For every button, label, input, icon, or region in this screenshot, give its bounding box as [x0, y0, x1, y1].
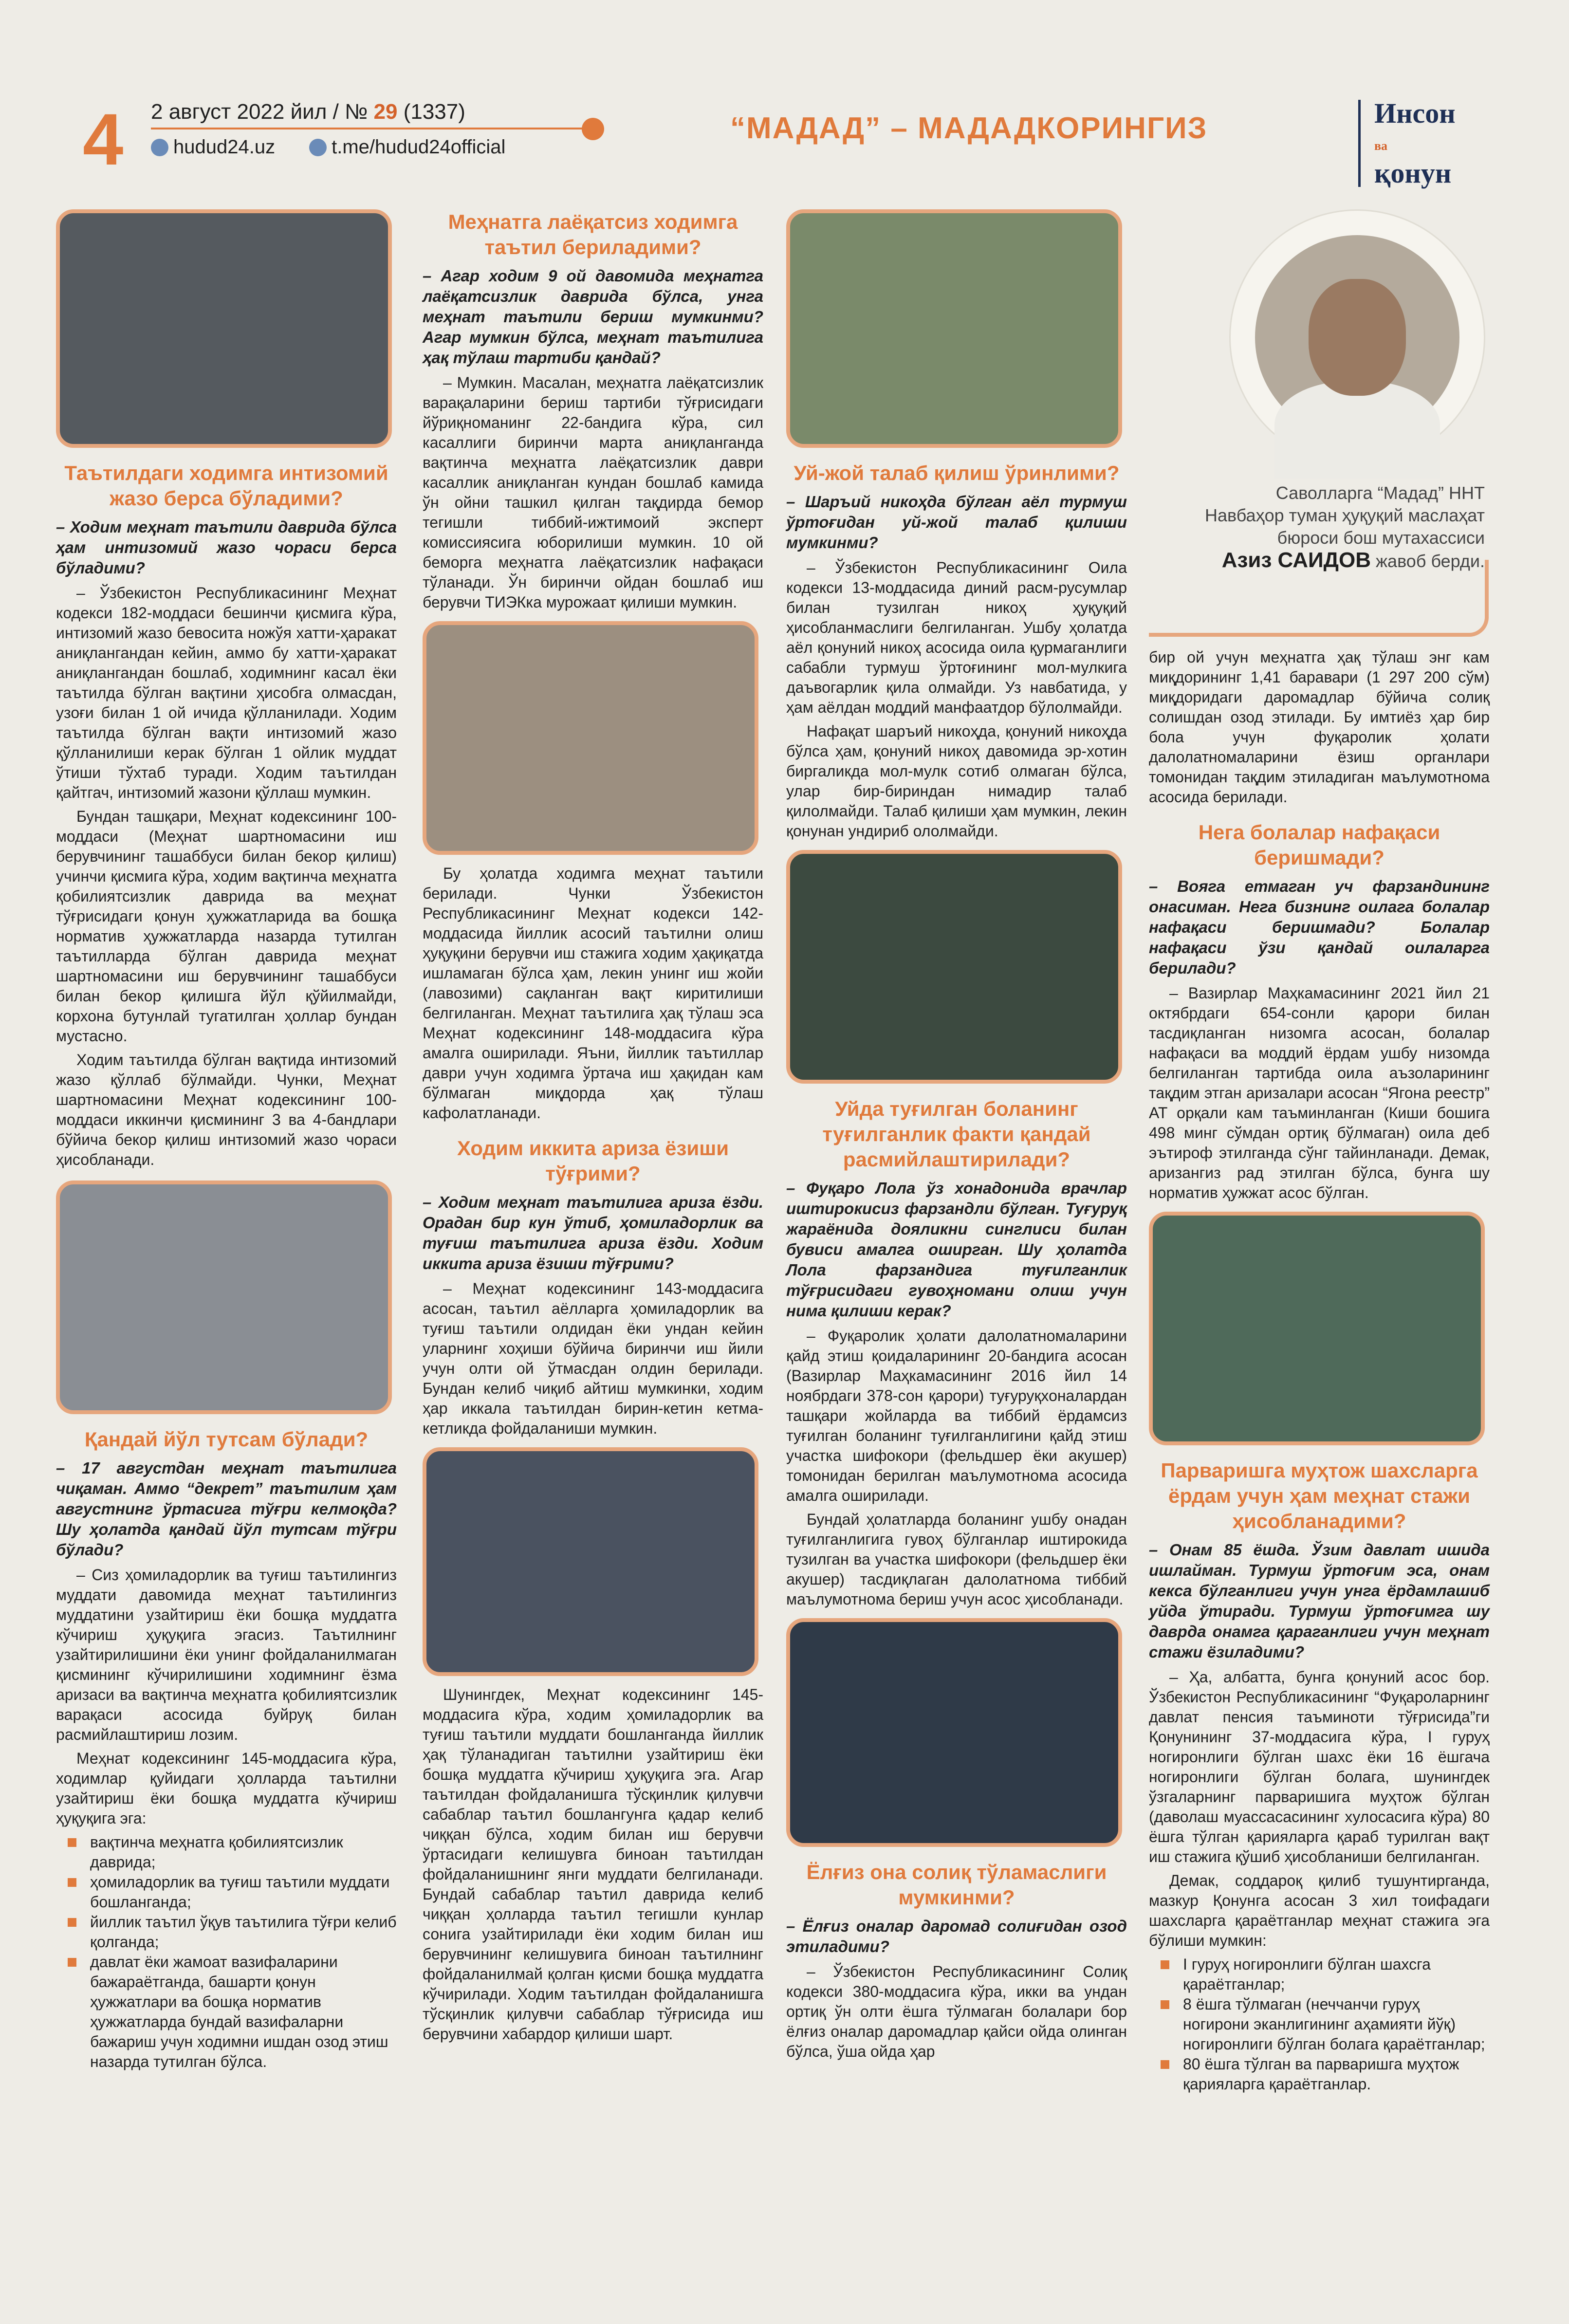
logo-top: Инсон — [1374, 97, 1456, 129]
issue-number: 29 — [373, 100, 398, 124]
article-question: – Агар ходим 9 ой давомида меҳнатга лаёқатсизлик даврида бўлса, унга меҳнат таътили бериш мумкинми? Агар мумкин бўлса, меҳнат таътилига ҳақ тўлаш тартиби қандай? — [423, 267, 763, 367]
article-title: Ёлғиз она солиқ тўламаслиги мумкинми? — [806, 1861, 1107, 1909]
article-paragraph: Бундан ташқари, Меҳнат кодексининг 100-моддаси (Меҳнат шартномасини иш берувчининг ташаббуси билан бекор қилиш) учинчи қисмига кўра, ходим вақтинча меҳнатга қобилиятсизлик даврида ва меҳнат тўғрисидаги қонун ҳужжатларида ва бошқа норматив ҳужжатларда назарда тутилган таътилларда бўлган даврида меҳнат шартномасини иш берувчининг ташаббуси билан бекор қилишга йўл қўйилмайди, корхона бутунлай тугатилган ҳоллар бундан мустасно. — [56, 808, 397, 1045]
caption-line: Саволларга “Мадад” ННТ — [1275, 483, 1485, 503]
telegram-link-text: t.me/hudud24official — [332, 136, 506, 158]
article-title: Қандай йўл тутсам бўлади? — [84, 1428, 369, 1451]
caption-tail: жавоб берди. — [1370, 551, 1485, 571]
page-number: 4 — [83, 98, 124, 180]
article-paragraph: Нафақат шаръий никоҳда, қонуний никоҳда бўлса ҳам, қонуний никоҳ давомида эр-хотин биргаликда мол-мулк сотиб олмаган бўлса, улар бир-бириндан нимадир талаб қилолмайди. Талаб қилиши ҳам мумкин, лекин қонунан ундириб ололмайди. — [786, 722, 1127, 840]
article-paragraph: Демак, соддароқ қилиб тушунтирганда, мазкур Қонунга асосан 3 хил тоифадаги шахсларга қараётганлар меҳнат стажига эга бўлиши мумкин: — [1149, 1872, 1490, 1949]
column-3 — [786, 209, 1127, 2066]
list-item: йиллик таътил ўқув таътилига тўғри келиб қолганда; — [90, 1912, 397, 1952]
photo-tax-uniform — [786, 1618, 1122, 1847]
article-question: – Ёлғиз оналар даромад солиғидан озод этиладими? — [786, 1917, 1127, 1955]
issue-date — [151, 100, 465, 124]
article-paragraph: Шунингдек, Меҳнат кодексининг 145-моддасига кўра, ходим ҳомиладорлик ва туғиш таътили муддати бошланганда йиллик ҳақ тўланадиган таътилни узайтириш ёки бошқа муддатга кўчириш ҳуқуқига эга. Агар таътилдан фойдаланишга тўсқинлик қилувчи сабаблар таътил бошлангунга қадар келиб чиққан бўлса, ходим билан иш берувчи ўртасидаги келишувга биноан таътилдан фойдаланишнинг янги муддати белгиланади. Бундай сабаблар таътил даврида келиб чиққан ҳолларда таътил тегишли кунлар сонига узайтирилади ёки ходим билан иш берувчининг келишувига биноан таътилнинг фойдаланилмай қолган қисми бошқа муддатга кўчирилади. Ходим таътилдан фойдаланишга тўсқинлик қилувчи сабаблар тўғрисида иш берувчини хабардор қилиши шарт. — [423, 1686, 763, 2043]
list-item: давлат ёки жамоат вазифаларини бажараётганда, башарти қонун ҳужжатлари ва бошқа норматив ҳужжатларда бундай вазифаларни бажариш учун ходимни ишдан озод этиш назарда тутилган бўлса. — [90, 1952, 397, 2072]
column-1 — [56, 209, 397, 2076]
article-paragraph: – Вазирлар Маҳкамасининг 2021 йил 21 октябрдаги 654-сонли қарори билан тасдиқланган низомга асосан, болалар нафақаси ва моддий ёрдам ушбу низомда белгиланган тартибда оила аъзоларининг тақдим этган аризалари асосан “Ягона реестр” АТ орқали кам таъминланган (Киши бошига 498 минг сўмдан ортиқ бўлмаган) оила деб эътироф этилганда сўнг тайинланади. Демак, аризангиз рад этилган бўлса, бунга шу норматив ҳужжат асос бўлган. — [1149, 984, 1490, 1201]
article-question: – Шаръий никоҳда бўлган аёл турмуш ўртоғидан уй-жой талаб қилиши мумкинми? — [786, 493, 1127, 552]
caption-line: бюроси бош мутахассиси — [1277, 528, 1485, 548]
newspaper-logo — [1358, 97, 1456, 189]
expert-caption — [1149, 482, 1485, 572]
article-question: – Фуқаро Лола ўз хонадонида врачлар иштирокисиз фарзандли бўлган. Туғуруқ жараёнида дояликни синглиси билан бувиси амалга оширган. Шу ҳолатда Лола фарзандига туғилганлик тўғрисидаги гувоҳномани олиш учун нима қилиши керак? — [786, 1179, 1127, 1320]
article-title: Ходим иккита ариза ёзиши тўғрими? — [457, 1137, 729, 1185]
article-title: Парваришга муҳтож шахсларга ёрдам учун ҳам меҳнат стажи ҳисобланадими? — [1161, 1459, 1478, 1532]
photo-briefcases — [56, 209, 392, 448]
article-question: – Онам 85 ёшда. Ўзим давлат ишида ишлайман. Турмуш ўртоғим эса, онам кекса бўлганлиги учун унга ёрдамлашиб уйда ўтиради. Турмуш ўртоғимга шу даврда онамга қараганлиги учун меҳнат стажи ёзиладими? — [1149, 1541, 1490, 1661]
date-text: 2 август 2022 йил / № — [151, 100, 374, 124]
portrait-face — [1309, 279, 1406, 396]
article-title: Таътилдаги ходимга интизомий жазо берса бўладими? — [64, 461, 388, 510]
article-paragraph: – Ўзбекистон Республикасининг Меҳнат кодекси 182-моддаси бешинчи қисмига кўра, интизомий жазо бевосита ножўя хатти-ҳаракат аниқлангандан кейин, аммо бу хатти-ҳаракат аниқлангандан бошлаб, ходимнинг касал ёки таътилда бўлган вақтини ҳисобга олмасдан, узоғи билан 1 ой ичида қўлланилади. Ходим таътилда бўлган вақти интизомий жазо қўлланилиши керак бўлган 1 ойлик муддат ўтиши тўхтаб туради. Ходим таътилдан қайтгач, интизомий жазони қўллаш мумкин. — [56, 584, 397, 801]
expert-box — [1149, 209, 1490, 633]
header-dot — [582, 118, 604, 140]
bullet-list — [56, 1832, 397, 2072]
header-links — [151, 136, 505, 158]
article-question: – Ходим меҳнат таътилига ариза ёзди. Орадан бир кун ўтиб, ҳомиладорлик ва туғиш таътилига ариза ёзди. Ходим иккита ариза ёзиши тўғрими? — [423, 1193, 763, 1273]
photo-work-books — [1149, 1212, 1485, 1445]
article-paragraph: – Ўзбекистон Республикасининг Солиқ кодекси 380-моддасига кўра, икки ва ундан ортиқ ўн олти ёшга тўлмаган болалари бор ёлғиз оналар даромадлар қайси ойда олинган бўлса, ўша ойда ҳар — [786, 1963, 1127, 2060]
expert-portrait — [1255, 235, 1459, 440]
article-paragraph: – Фуқаролик ҳолати далолатномаларини қайд этиш қоидаларининг 20-бандига асосан (Вазирлар Маҳкамасининг 2016 йил 14 ноябрдаги 378-сон қарори) туғуруқхоналардан ташқари жойларда ва тиббий ёрдамсиз туғилган боланинг туғилганлигини қайд этиш участка шифокори (фельдшер ёки акушер) томонидан берилган маълумотнома асосида амалга оширилади. — [786, 1327, 1127, 1504]
issue-total: (1337) — [397, 100, 465, 124]
expert-name: Азиз САИДОВ — [1221, 548, 1371, 572]
telegram-link[interactable] — [309, 136, 505, 158]
caption-name-line — [1149, 549, 1485, 572]
column-2 — [423, 209, 763, 2048]
article-paragraph: – Сиз ҳомиладорлик ва туғиш таътилингиз муддати давомида меҳнат таътилингиз муддатини узайтириш ёки бошқа муддатга кўчириш ҳуқуқига эгасиз. Таътилнинг узайтирилишини ёки унинг фойдаланилмаган қисмининг кўчирилишини ходимнинг ёзма аризаси ва вақтинча меҳнатга қобилиятсизлик варақаси асосида буйруқ билан расмийлаштириш лозим. — [56, 1566, 397, 1743]
photo-house-keys — [786, 209, 1122, 448]
article-paragraph: – Мумкин. Масалан, меҳнатга лаёқатсизлик варақаларини бериш тартиби тўғрисидаги йўриқноманинг 22-бандига кўра, сил касаллиги биринчи марта аниқланганда вақтинча меҳнатга лаёқатсизлик даври касаллик аниқланган кундан бошлаб камида ўн ойни ташкил қилган тақдирда бемор тегишли тиббий-ижтимоий эксперт комиссиясига юборилиши мумкин. 10 ой беморга меҳнатга лаёқатсизлик нафақаси тўланади. Ўн биринчи ойдан бошлаб иш берувчи ТИЭКка мурожаат қилиши мумкин. — [423, 374, 763, 611]
portrait-shirt — [1274, 381, 1440, 479]
article-question: – 17 августдан меҳнат таътилига чиқаман. Аммо “декрет” таътилим ҳам августнинг ўртасига тўғри келмоқда? Шу ҳолатда қандай йўл тутсам тўғри бўлади? — [56, 1459, 397, 1559]
site-link-text: hudud24.uz — [173, 136, 276, 158]
list-item: 8 ёшга тўлмаган (неччанчи гуруҳ ногирони эканлигининг аҳамияти йўқ) ногиронлиги бўлган болага қараётганлар; — [1183, 1994, 1490, 2054]
bullet-list — [1149, 1955, 1490, 2094]
logo-mid: ва — [1374, 139, 1388, 153]
photo-documents — [56, 1180, 392, 1414]
list-item: ҳомиладорлик ва туғиш таътили муддати бошланганда; — [90, 1872, 397, 1912]
article-paragraph: – Ҳа, албатта, бунга қонуний асос бор. Ўзбекистон Республикасининг “Фуқароларнинг давлат пенсия таъминоти тўғрисида”ги Қонунининг 37-моддасига кўра, I гуруҳ ногиронлиги бўлган шахс ёки 16 ёшгача ногиронлиги бўлган болага, шунингдек ўзгаларнинг парваришига муҳтож бўлган (даволаш муассасасининг хулосасига кўра) 80 ёшга тўлган қарияларга қараб турилган вақт иш стажига қўшиб ҳисобланиши белгиланган. — [1149, 1668, 1490, 1865]
site-link[interactable] — [151, 136, 275, 158]
article-paragraph: Бу ҳолатда ходимга меҳнат таътили берилади. Чунки Ўзбекистон Республикасининг Меҳнат кодекси 142-моддасида йиллик асосий таътилни олиш ҳуқуқини берувчи иш стажига ходим ҳақиқатда ишламаган бўлса ҳам, лекин унинг иш жойи (лавозими) сақланган вақт киритилиши белгиланган. Меҳнат таътилига ҳақ тўлаш эса Меҳнат кодексининг 148-моддасига кўра амалга оширилади. Яъни, йиллик таътиллар даври учун ходимга ўртача иш ҳақидан кам бўлмаган миқдорда ҳақ тўлаш кафолатланади. — [423, 865, 763, 1122]
list-item: I гуруҳ ногиронлиги бўлган шахсга қараётганлар; — [1183, 1955, 1490, 1994]
article-question: – Ходим меҳнат таътили даврида бўлса ҳам интизомий жазо чораси берса бўладими? — [56, 518, 397, 577]
rubric-title: “МАДАД” – МАДАДКОРИНГИЗ — [730, 111, 1208, 145]
article-paragraph: – Ўзбекистон Республикасининг Оила кодекси 13-моддасида диний расм-русумлар билан тузилган никоҳ ҳуқуқий ҳисобланмаслиги белгиланган. Ушбу ҳолатда аёл қонуний никоҳ асосида оила қурмаганлиги сабабли турмуш ўртоғининг мол-мулкига даъвогарлик қила олмайди. Уз навбатида, у ҳам аёлдан моддий манфаатдор бўлолмайди. — [786, 559, 1127, 716]
telegram-icon — [309, 139, 327, 156]
caption-line: Навбаҳор туман ҳуқуқий маслаҳат — [1205, 505, 1485, 525]
article-title: Уйда туғилган боланинг туғилганлик факти қандай расмийлаштирилади? — [822, 1097, 1091, 1171]
article-paragraph: Бундай ҳолатларда боланинг ушбу онадан туғилганлигига гувоҳ бўлганлар иштирокида тузилган ва участка шифокори (фельдшер ёки акушер) тасдиқлаган далолатнома тиббий маълумотнома бериш учун асос ҳисобланади. — [786, 1511, 1127, 1608]
portrait-frame — [1229, 209, 1485, 465]
article-paragraph: – Меҳнат кодексининг 143-моддасига асосан, таътил аёлларга ҳомиладорлик ва туғиш таътили олдидан ёки ундан кейин уларнинг хоҳиши бўйича биринчи иш йили учун олти ой ўтмасдан олдин берилади. Бундан келиб чиқиб айтиш мумкинки, ходим ҳар иккала таътилдан бирин-кетин кетма-кетликда фойдаланиши мумкин. — [423, 1280, 763, 1437]
column-4 — [1149, 209, 1490, 2098]
article-title: Нега болалар нафақаси беришмади? — [1198, 821, 1440, 869]
header-rule — [151, 128, 599, 129]
photo-certificates — [786, 850, 1122, 1084]
list-item: 80 ёшга тўлган ва парваришга муҳтож қарияларга қараётганлар. — [1183, 2054, 1490, 2094]
globe-icon — [151, 139, 168, 156]
article-title: Меҳнатга лаёқатсиз ходимга таътил бериладими? — [448, 210, 738, 258]
article-paragraph: бир ой учун меҳнатга ҳақ тўлаш энг кам миқдорининг 1,41 баравари (1 297 200 сўм) миқдоридаги даромадлар бўйича солиқ солишдан озод этилади. Бу имтиёз ҳар бир бола учун фуқаролик ҳолати далолатномаларини ёзиш органлари томонидан тақдим этиладиган маълумотнома асосида берилади. — [1149, 648, 1490, 806]
list-item: вақтинча меҳнатга қобилиятсизлик даврида; — [90, 1832, 397, 1872]
article-paragraph: Ходим таътилда бўлган вақтида интизомий жазо қўллаб бўлмайди. Чунки, Меҳнат шартномасини Меҳнат кодексининг 100-моддаси иккинчи қисмининг 3 ва 4-бандлари бўйича бекор қилиш интизомий жазо чораси ҳисобланади. — [56, 1051, 397, 1168]
photo-office-papers — [423, 621, 758, 855]
photo-handshake-documents — [423, 1447, 758, 1676]
logo-bottom: қонун — [1374, 157, 1452, 189]
article-paragraph: Меҳнат кодексининг 145-моддасига кўра, ходимлар қуйидаги ҳолларда таътилни узайтириш ёки бошқа муддатга кўчириш ҳуқуқига эга: — [56, 1750, 397, 1827]
page-header — [0, 0, 1569, 204]
article-question: – Вояга етмаган уч фарзандининг онасиман. Нега бизнинг оилага болалар нафақаси беришмади? Болалар нафақаси ўзи қандай оилаларга берилади? — [1149, 877, 1490, 977]
article-title: Уй-жой талаб қилиш ўринлими? — [794, 461, 1120, 484]
